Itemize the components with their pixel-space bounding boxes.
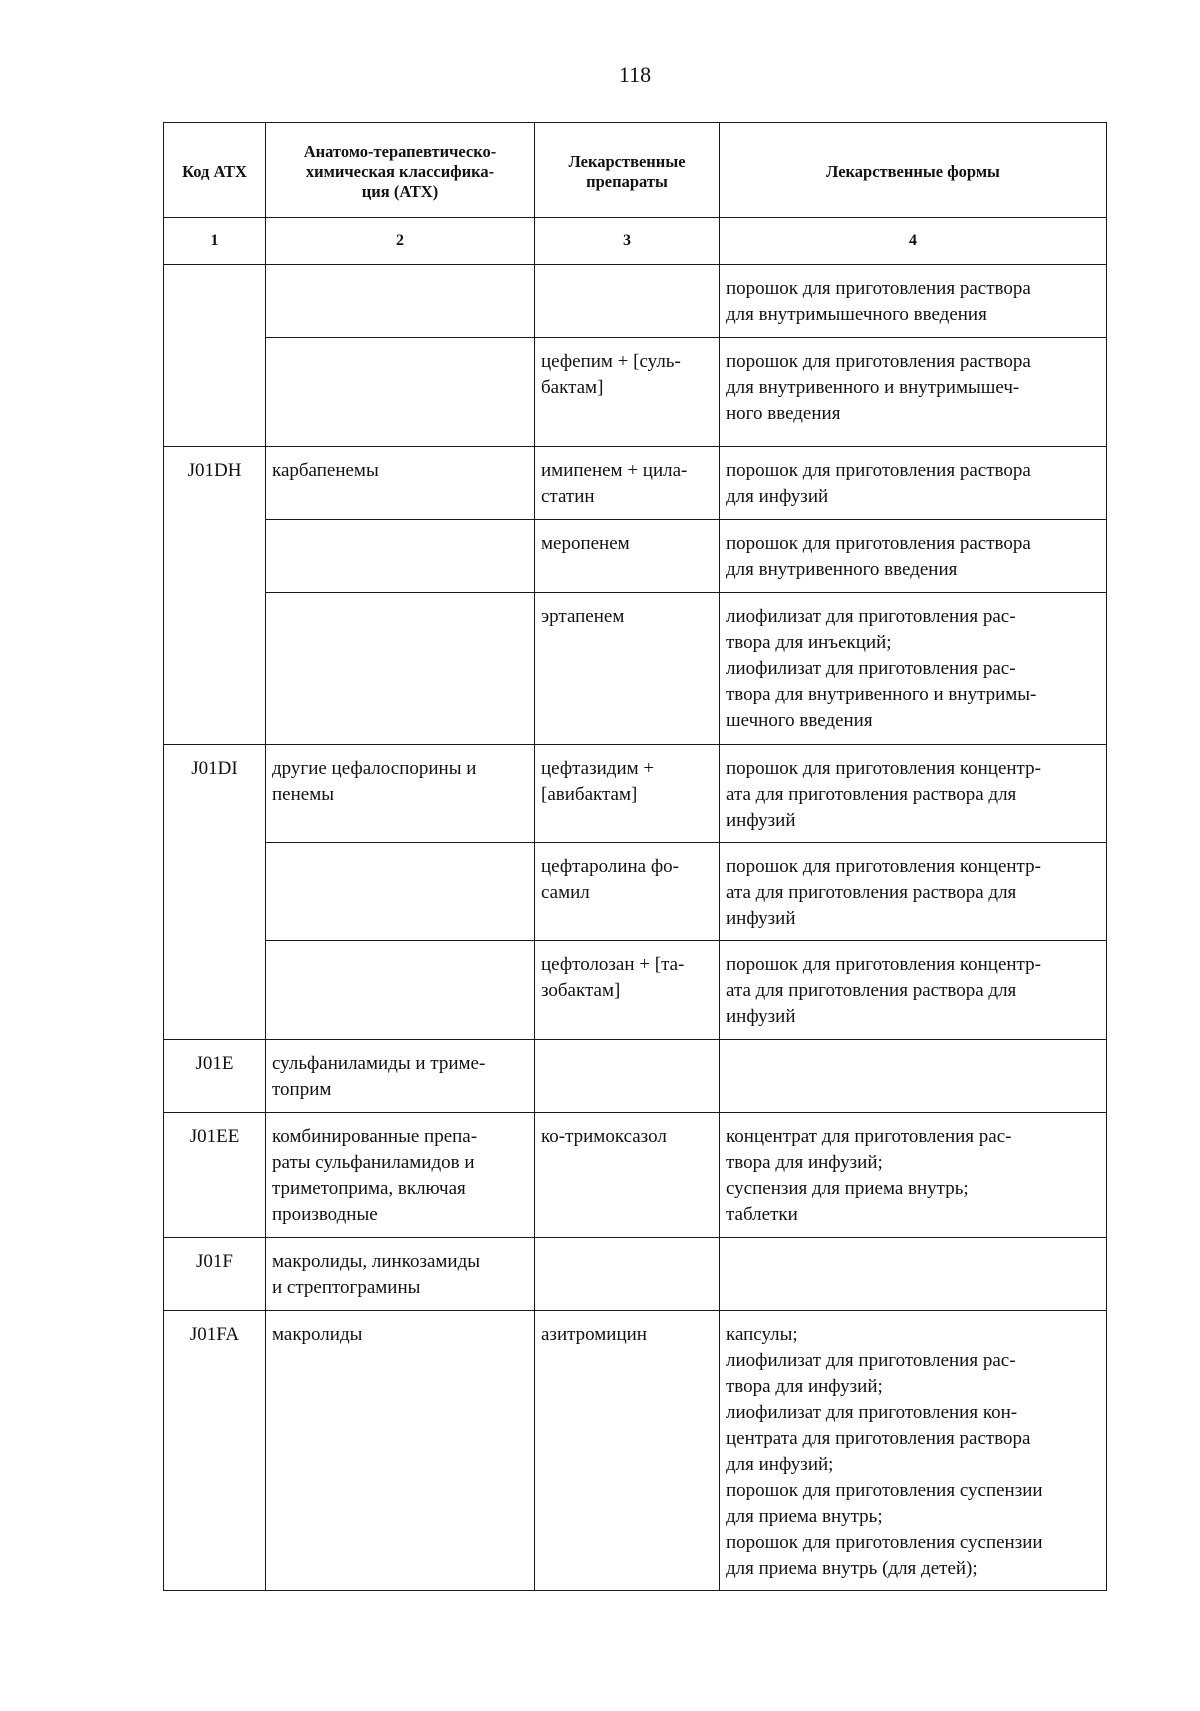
classification-cell [266,338,535,447]
page-number: 118 [618,62,652,87]
drug-cell: цефепим + [суль- бактам] [535,338,720,447]
table-row [164,941,1107,1040]
drug-cell: имипенем + цила- статин [535,447,720,520]
atx-code-cell: J01DH [164,447,266,745]
classification-cell: сульфаниламиды и триме- топрим [266,1040,535,1113]
table-row [164,265,1107,338]
atx-table [163,122,1107,1591]
table-row [164,1238,1107,1311]
header-drugs: Лекарственные препараты [535,123,720,218]
column-number-row [164,218,1107,265]
classification-cell [266,265,535,338]
table-row [164,447,1107,520]
classification-cell: макролиды, линкозамиды и стрептограмины [266,1238,535,1311]
table-row [164,1311,1107,1591]
dosage-form-cell: концентрат для приготовления рас- твора для инфузий; суспензия для приема внутрь; таблетки [720,1113,1107,1238]
atx-code-cell: J01E [164,1040,266,1113]
header-atx-code: Код АТХ [164,123,266,218]
dosage-form-cell: порошок для приготовления концентр- ата для приготовления раствора для инфузий [720,941,1107,1040]
drug-cell: эртапенем [535,593,720,745]
drug-cell: ко-тримоксазол [535,1113,720,1238]
dosage-form-cell: порошок для приготовления раствора для внутримышечного введения [720,265,1107,338]
dosage-form-cell: лиофилизат для приготовления рас- твора для инъекций; лиофилизат для приготовления рас- твора для внутривенного и внутримы- шечного введения [720,593,1107,745]
dosage-form-cell [720,1040,1107,1113]
dosage-form-cell: порошок для приготовления концентр- ата для приготовления раствора для инфузий [720,843,1107,941]
column-number: 1 [164,218,266,265]
table-row [164,338,1107,447]
header-atx-classification: Анатомо-терапевтическо- химическая классифика- ция (АТХ) [266,123,535,218]
classification-cell [266,520,535,593]
drug-cell: цефтазидим + [авибактам] [535,745,720,843]
table-row [164,593,1107,745]
classification-cell [266,593,535,745]
atx-code-cell: J01F [164,1238,266,1311]
atx-code-cell: J01DI [164,745,266,1040]
table-row [164,1040,1107,1113]
atx-code-cell: J01EE [164,1113,266,1238]
drug-cell: цефтолозан + [та- зобактам] [535,941,720,1040]
drug-cell: меропенем [535,520,720,593]
dosage-form-cell: порошок для приготовления раствора для внутривенного введения [720,520,1107,593]
classification-cell: комбинированные препа- раты сульфаниламидов и триметоприма, включая производные [266,1113,535,1238]
table-row [164,1113,1107,1238]
table-row [164,843,1107,941]
dosage-form-cell: порошок для приготовления раствора для инфузий [720,447,1107,520]
drug-cell [535,1238,720,1311]
classification-cell: макролиды [266,1311,535,1591]
header-dosage-forms: Лекарственные формы [720,123,1107,218]
dosage-form-cell: порошок для приготовления концентр- ата для приготовления раствора для инфузий [720,745,1107,843]
dosage-form-cell [720,1238,1107,1311]
classification-cell [266,843,535,941]
drug-cell [535,1040,720,1113]
atx-code-cell [164,265,266,447]
dosage-form-cell: порошок для приготовления раствора для внутривенного и внутримышеч- ного введения [720,338,1107,447]
table-row [164,745,1107,843]
classification-cell: другие цефалоспорины и пенемы [266,745,535,843]
classification-cell: карбапенемы [266,447,535,520]
column-number: 4 [720,218,1107,265]
column-number: 2 [266,218,535,265]
atx-code-cell: J01FA [164,1311,266,1591]
table-header-row [164,123,1107,218]
drug-cell: азитромицин [535,1311,720,1591]
classification-cell [266,941,535,1040]
drug-cell: цефтаролина фо- самил [535,843,720,941]
dosage-form-cell: капсулы; лиофилизат для приготовления рас- твора для инфузий; лиофилизат для приготовления кон- центрата для приготовления раствора для инфузий; порошок для приготовления суспензии для приема внутрь; порошок для приготовления суспензии для приема внутрь (для детей); [720,1311,1107,1591]
table-row [164,520,1107,593]
drug-cell [535,265,720,338]
column-number: 3 [535,218,720,265]
